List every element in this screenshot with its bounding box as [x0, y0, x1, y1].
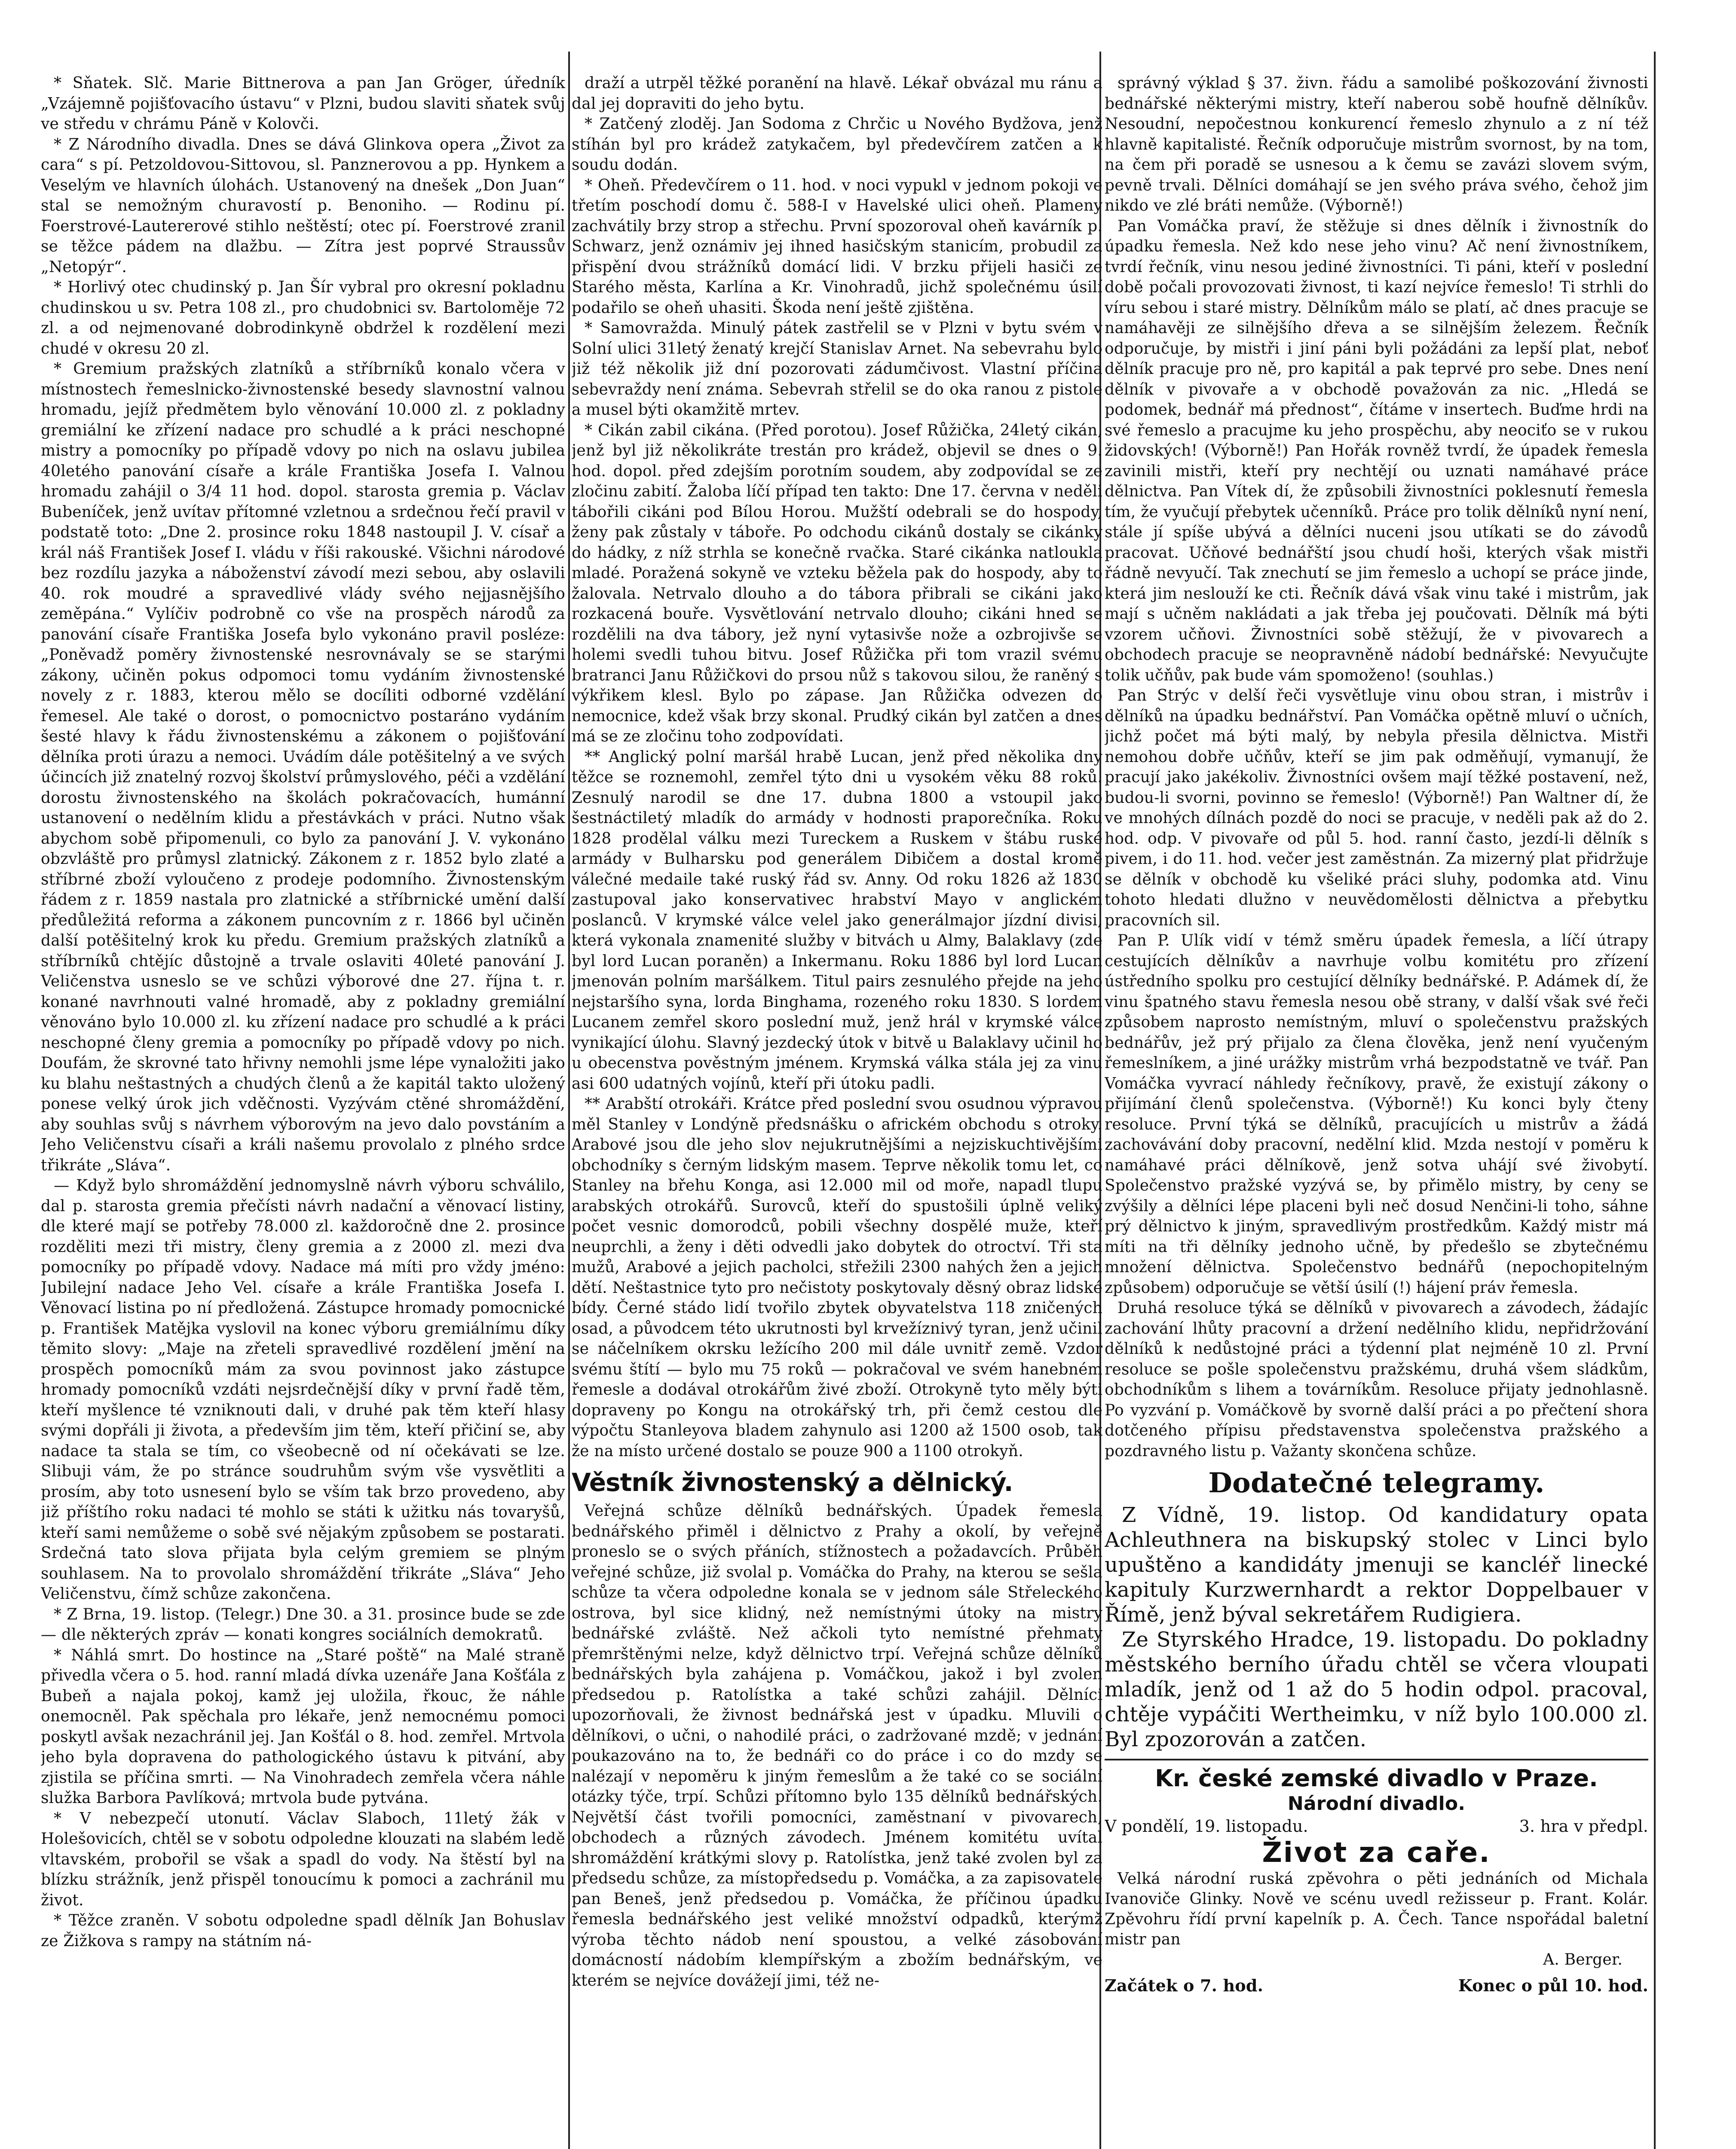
theatre-description: Velká národní ruská zpěvohra o pěti jednáních od Michala Ivanoviče Glinky. Nově ve scénu uvedl režisseur p. Frant. Kolár. Zpěvohru řídí první kapelník p. A. Čech. Tance nspořádal baletní mistr pan [1105, 1870, 1648, 1948]
telegrams-heading: Dodatečné telegramy. [1208, 1467, 1545, 1499]
article-cikan: * Cikán zabil cikána. (Před porotou). Josef Růžička, 24letý cikán, jenž byl již několikráte trestán pro krádež, objevil se dnes o 9. hod. dopol. před zdejším porotním soudem, aby zodpovídal se ze zločinu zabití. Žaloba líčí případ ten takto: Dne 17. června v neděli tábořili cikáni pod Bílou Horou. Mužští odebrali se do hospody, ženy pak zůstaly v táboře. Po odchodu cikánů dostaly se cikánky do hádky, z níž strhla se konečně rvačka. Staré cikánka natloukla mladé. Poražená sokyně ve vzteku běžela pak do hospody, aby to žalovala. Netrvalo dlouho a do tábora přibrali se cikáni jako rozkacená bouře. Vysvětlování netrvalo dlouho; cikáni hned se rozdělili na dva tábory, jež nyní vytasivše nože a ozbrojivše se holemi svedli tuhou bitvu. Josef Růžička při tom vrazil svému bratranci Janu Růžičkovi do prsou nůž s takovou silou, že raněný s výkřikem klesl. Bylo po zápase. Jan Růžička odvezen do nemocnice, kdež však brzy skonal. Prudký cikán byl zatčen a dnes má se ze zločinu toho zodpovídati. [572, 421, 1102, 745]
article-snatek: * Sňatek. Slč. Marie Bittnerova a pan Jan Gröger, úředník „Vzájemně pojišťovacího ústavu“ v Plzni, budou slaviti sňatek svůj ve středu v chrámu Páně v Kolovči. [41, 74, 565, 133]
theatre-start: Začátek o 7. hod. [1105, 1975, 1264, 1995]
article-ohen: * Oheň. Předevčírem o 11. hod. v noci vypukl v jednom pokoji ve třetím poschodí domu č. 588-I v Havelské ulici oheň. Plameny zachvátily brzy strop a střechu. První spozoroval oheň kavárník p. Schwarz, jenž oznámiv jej ihned hasičským stanicím, probudil za přispění dvou strážníků domácí lidi. V brzku přijeli hasiči ze Starého města, Karlína a Kr. Vinohradů, jichž společnému úsilí podařilo se oheň uhasiti. Škoda není ještě zjištěna. [572, 176, 1102, 317]
divider [1105, 1759, 1648, 1760]
article-narodni-divadlo: * Z Národního divadla. Dnes se dává Glinkova opera „Život za cara“ s pí. Petzoldovou-Sittovou, sl. Panznerovou a pp. Hynkem a Veselým ve hlavních úlohách. Ustanovený na dnešek „Don Juan“ stal se nemožným churavostí p. Benoniho. — Rodinu pí. Foerstrové-Lautererové stihlo neštěstí; otec pí. Foerstrové zranil se těžce pádem na dlažbu. — Zítra jest poprvé Straussův „Netopýr“. [41, 135, 565, 276]
article-ulik: Pan P. Ulík vidí v témž směru úpadek řemesla, a líčí útrapy cestujících dělníkův a navrhuje volbu komitétu pro zřízení ústředního spolku pro cestující dělníky bednářské. P. Adámek dí, že vinu špatného stavu řemesla nesou obě strany, v další však své řeči způsobem naprosto nemístným, mluví o společenstvu pražských bednářův, jež prý přijalo za člena člověka, jenž není vyučeným řemeslníkem, a jiné urážky mistrům vrhá bezpodstatně ve tvář. Pan Vomáčka vyvrací náhledy řečníkovy, pravě, že existují zákony o přijímání členů společenstva. (Výborně!) Ku konci byly čteny resoluce. První týká se dělníků, pracujících u mistrův a žádá zachovávání doby pracovní, nedělní klid. Mzda nestojí v poměru k namáhavé práci dělníkově, jenž sotva uhájí své živobytí. Společenstvo pražské vyzývá se, by přimělo mistry, by ceny se zvýšily a dělníci lépe placeni byli neč dosud Nenčini-li toho, sáhne prý dělnictvo k jiným, spravedlivým prostředkům. Každý mistr má míti na tři dělníky jednoho učně, by předešlo se zbytečnému množení dělnictva. Společenstvo bednářů (nepochopitelným způsobem) odporučuje se větší úsilí (!) hájení práv řemesla. [1105, 932, 1648, 1297]
article-horlivy-otec: * Horlivý otec chudinský p. Jan Šír vybral pro okresní pokladnu chudinskou u sv. Petra 108 zl., pro chudobnici sv. Bartoloměje 72 zl. a od nejmenované dobrodinkyně obdržel k rozdělení mezi chudé v okresu 20 zl. [41, 279, 565, 358]
telegram-vienna: Z Vídně, 19. listop. Od kandidatury opata Achleuthnera na biskupský stolec v Linci bylo upuštěno a kandidáty jmenuji se kancléř linecké kapituly Kurzwernhardt a rektor Doppelbauer v Římě, jenž býval sekretářem Rudigiera. [1105, 1503, 1648, 1627]
article-continuation: draží a utrpěl těžké poranění na hlavě. Lékař obvázal mu ránu a dal jej dopraviti do jeho bytu. [572, 74, 1102, 113]
article-stryc: Pan Strýc v delší řeči vysvětluje vinu obou stran, i mistrův i dělníků na úpadku bednářství. Pan Vomáčka opětně mluví o učních, jichž počet má býti malý, by nebyla přesila dělnictva. Mistři nemohou dobře učňův, kteří se jim pak odměňují, vymanují, že pracují jako jakékoliv. Živnostníci ovšem mají těžké postavení, než, budou-li svorni, povinno se řemeslo! (Výborně!) Pan Waltner dí, že ve mnohých dílnách pozdě do noci se pracuje, v neděli pak až do 2. hod. odp. V pivovaře od půl 5. hod. ranní často, jezdí-li dělník s pivem, i do 11. hod. večer jest zaměstnán. Za mizerný plat přidržuje se dělník v obchodě ku všeliké práci sluhy, podomka atd. Vinu tohoto hledati dlužno v neuvědomělosti dělnictva a přebytku pracovních sil. [1105, 687, 1648, 929]
theatre-director: A. Berger. [1543, 1951, 1623, 1968]
article-bednari-cont: správný výklad § 37. živn. řádu a samolibé poškozování živnosti bednářské některými mistry, kteří naberou sobě houfně dělníkův. Nesoudní, nepočestnou konkurencí řemeslo zhynulo a z ní též hlavně kapitalisté. Řečník odporučuje mistrům svornost, by na tom, na čem při poradě se usnesou a k čemu se zavázi slovem svým, pevně trvali. Dělníci domáhají se jen svého práva svého, čehož jim nikdo ve zlé bráti nemůže. (Výborně!) [1105, 74, 1648, 214]
theatre-date: V pondělí, 19. listopadu. [1105, 1817, 1308, 1836]
theatre-subtitle: Národní divadlo. [1287, 1793, 1466, 1815]
telegram-graz: Ze Styrského Hradce, 19. listopadu. Do pokladny městského berního úřadu chtěl se včera vloupati mladík, jenž od 1 až do 5 hodin odpol. pracoval, chtěje vypáčiti Wertheimku, v níž bylo 100.000 zl. Byl zpozorován a zatčen. [1105, 1628, 1648, 1751]
article-druha-resoluce: Druhá resoluce týká se dělníků v pivovarech a závodech, žádajíc zachování lhůty pracovní a držení nedělního klidu, nepřidržování dělníků k nedůstojné práci a týdenní plat nejméně 10 zl. První resoluce se pošle společenstvu pražskému, druhá všem sládkům, obchodníkům s lihem a továrníkům. Resoluce přijaty jednohlasně. Po vyzvání p. Vomáčkově by svorně další práci a po přečtení shora dotčeného přípisu představenstva společenstva pražského a pozdravného listu p. Važanty skončena schůze. [1105, 1299, 1648, 1460]
column-rule [1654, 52, 1656, 2149]
theatre-date-row [1105, 1815, 1648, 1837]
column-3 [1105, 73, 1648, 2149]
column-2 [572, 73, 1102, 2149]
article-otrokari: ** Arabští otrokáři. Krátce před poslední svou osudnou výpravou měl Stanley v Londýně předsnášku o africkém obchodu s otroky. Arabové jsou dle jeho slov nejukrutnějšími a nejziskuchtivějšími obchodníky s černým lidským masem. Teprve několik tomu let, co Stanley na břehu Konga, asi 12.000 mil od moře, napadl tlupu arabských otrokářů. Surovců, kteří do spustošili úplně veliký počet vesnic domorodců, pobili všechny dospělé muže, kteří neuprchli, a ženy i děti odvedli jako dobytek do otroctví. Tři sta mužů, Arabové a jejich pacholci, střežili 2300 nahých žen a jejich dětí. Neštastnice tyto pro nečistoty poskytovaly děsný obraz lidské bídy. Černé stádo lidí tvořilo zbytek obyvatelstva 118 zničených osad, a původcem této ukrutnosti byl krvežíznivý tyran, jenž učinil se náčelníkem okrsku ležícího 200 mil dále uvnitř země. Vzdor svému štítí — bylo mu 75 roků — pokračoval ve svém hanebném řemesle a dodával otrokářům živé zboží. Otrokyně tyto měly býti dopraveny po Kongu na otrokářský trh, při čemž cestou dle výpočtu Stanleyova bladem zahynulo asi 1200 až 1500 osob, tak že na místo určené dostalo se pouze 900 a 1100 otrokyň. [572, 1095, 1102, 1460]
article-zatceny-zlodej: * Zatčený zloděj. Jan Sodoma z Chrčic u Nového Bydžova, jenž stíhán byl pro krádež zatykačem, byl předevčírem zatčen a k soudu dodán. [572, 115, 1102, 174]
article-gremium-cont: — Když bylo shromáždění jednomyslně návrh výboru schválilo, dal p. starosta gremia přečísti návrh nadační a věnovací listiny, dle které mají se potřeby 78.000 zl. každoročně dne 2. prosince rozděliti mezi tři mistry, členy gremia a z 2000 zl. mezi dva pomocníky po případě vdovy. Nadace má míti pro vždy jméno: Jubilejní nadace Jeho Vel. císaře a krále Františka Josefa I. Věnovací listina po ní předložená. Zástupce hromady pomocnické p. František Matějka vyslovil na konec výboru gremiálnímu díky těmito slovy: „Maje na zřeteli spravedlivé rozdělení jmění na prospěch pomocníků mám za svou povinnost jako zástupce hromady pomocníků vzdáti nejsrdečnější díky v první řadě těm, kteří myšlence té vzniknouti dali, v druhé pak těm kteří hlasy svými dopřáli ji života, a především jim těm, kteří přičiní se, aby nadace ta stala se tím, co všeobecně od ní očekávati se lze. Slibuji vám, že po stránce soudruhům svým vše vysvětliti a prosím, aby toto usnesení bylo se vším tak brzo provedeno, aby již příštího roku nadaci té mohlo se státi k užitku nás tovaryšů, kteří sami nemůžeme o sobě své nějakým způsobem se postarati. Srdečná tato slova přijata byla celým gremiem se plným souhlasem. Na to provolalo shromáždění třikráte „Sláva“ Jeho Veličenstvu, čímž schůze zakončena. [41, 1177, 565, 1603]
theatre-name: Kr. české zemské divadlo v Praze. [1155, 1765, 1598, 1792]
theatre-play-title: Život za caře. [1262, 1837, 1491, 1869]
article-utonuti: * V nebezpečí utonutí. Václav Slaboch, 11letý žák v Holešovicích, chtěl se v sobotu odpoledne klouzati na slabém ledě vltavském, probořil se však a spadl do vody. Na štěstí byl na blízku strážník, jenž přispěl tonoucímu k pomoci a zachránil mu život. [41, 1809, 565, 1909]
theatre-times [1105, 1975, 1648, 1996]
theatre-subscription: 3. hra v předpl. [1519, 1817, 1648, 1836]
article-schuze-bednaru: Veřejná schůze dělníků bednářských. Úpadek řemesla bednářského přiměl i dělnictvo z Prahy a okolí, by veřejně proneslo se o svých přáních, stížnostech a požadavcích. Průběh veřejné schůze, již svolal p. Vomáčka do Prahy, na kterou se sešla schůze ta včera odpoledne konala se v jednom sále Střeleckého ostrova, byl sice klidný, než nemístnými útoky na mistry bednářské zvláště. Než ačkoli tyto nemístné přehmaty přemrštěnými nelze, když dělnictvo trpí. Veřejná schůze dělníků bednářských byla zahájena p. Vomáčkou, jakož i byl zvolen předsedou p. Ratolístka a také schůzi zahájil. Dělníci upozorňovali, že živnost bednářská jest v úpadku. Mluvili o dělníkovi, o učni, o nahodilé práci, o zadržované mzdě; v jednání poukazováno na to, že bednáři co do práce i co do mzdy se nalézají v nepoměru k jiným řemeslům a že také co se sociální otázky týče, trpí. Schůzi přítomno bylo 135 dělníků bednářských. Největší část tvořili pomocníci, zaměstnaní v pivovarech, obchodech a různých závodech. Jménem komitétu uvítal shromáždění krátkými slovy p. Ratolístka, jenž také zvolen byl za předsedu schůze, za místopředsedu p. Vomáčka, a za zapisovatele pan Beneš, jenž předsedou p. Vomáčka, že příčinou úpadku řemesla bednářského jest veliké množství odpadků, kterýmž výroba těchto nádob není spoustou, a velké zásobování domácností nádobím klempířským a zbožím bednářským, ve kterém se nejvíce dovážejí jimi, též ne- [572, 1502, 1102, 1990]
article-tezce-zranen: * Těžce zraněn. V sobotu odpoledne spadl dělník Jan Bohuslav ze Žižkova s rampy na státním ná- [41, 1912, 565, 1950]
column-rule [568, 52, 570, 2149]
article-samovrazda: * Samovražda. Minulý pátek zastřelil se v Plzni v bytu svém v Solní ulici 31letý ženatý krejčí Stanislav Arnet. Na sebevrahu bylo již též několik již dní pozorovati zádumčivost. Vlastní příčina sebevraždy není známa. Sebevrah střelil se do oka ranou z pistole a musel býti okamžitě mrtev. [572, 319, 1102, 419]
article-gremium: * Gremium pražských zlatníků a stříbrníků konalo včera v místnostech řemeslnicko-živnostenské besedy slavnostní valnou hromadu, jejíž předmětem bylo věnování 10.000 zl. z pokladny gremiální ke zřízení nadace pro schudlé a k práci neschopné mistry a pomocníky po případě vdovy po nich na oslavu jubilea 40letého panování císaře a krále Františka Josefa I. Valnou hromadu zahájil o 3/4 11 hod. dopol. starosta gremia p. Václav Bubeníček, jenž uvítav přítomné vzletnou a srdečnou řečí pravil v podstatě toto: „Dne 2. prosince roku 1848 nastoupil J. V. císař a král náš František Josef I. vládu v říši rakouské. Všichni národové bez rozdílu jazyka a náboženství závodí mezi sebou, aby oslavili 40. rok moudré a spravedlivé vlády svého nejjasnějšího zeměpána.“ Vylíčiv podrobně co vše na prospěch národů za panování císaře Františka Josefa bylo vykonáno pravil posléze: „Poněvadž poměry živnostenské nesrovnávaly se se starými zákony, učiněn pokus odpomoci tomu vydáním živnostenské novely z r. 1883, kterou mělo se docíliti odborné vzdělání řemesel. Ale také o dorost, o pomocnictvo postaráno vydáním šesté hlavy k řádu živnostenskému a zákonem o pojišťování dělníka proti úrazu a nemoci. Uvádím dále potěšitelný a ve svých účincích již znatelný rozvoj školství průmyslového, péči a vzdělání dorostu živnostenského na školách pokračovacích, humánní ustanovení o nedělním klidu a přestávkách v práci. Nutno však abychom sobě připomenuli, co bylo za panování J. V. vykonáno obzvláště pro průmysl zlatnický. Zákonem z r. 1852 bylo zlaté a stříbrné zboží vyloučeno z prodeje podomního. Živnostenským řádem z r. 1859 nastala pro zlatnické a stříbrnické umění další předůležitá reforma a zákonem puncovním z r. 1866 byl učiněn další potěšitelný krok ku předu. Gremium pražských zlatníků a stříbrníků chtějíc důstojně a trvale oslaviti 40leté panování J. Veličenstva usneslo se ve schůzi výborové dne 27. října t. r. konané navrhnouti valné hromadě, aby z pokladny gremiální věnováno bylo 10.000 zl. ku zřízení nadace pro schudlé a k práci neschopné členy gremia a pomocníky po případě vdovy po nich. Doufám, že skrovné tato hřivny nemohli jsme lépe vynaložiti jako ku blahu neštastných a chudých členů a že kapitál takto uložený ponese velký úrok jich vděčnosti. Vyzývám ctěné shromáždění, aby souhlas svůj s návrhem výborovým na jevo dalo povstáním a Jeho Veličenstvu císaři a králi našemu provolalo z plného srdce třikráte „Sláva“. [41, 360, 565, 1174]
article-vomacka: Pan Vomáčka praví, že stěžuje si dnes dělník i živnostník do úpadku řemesla. Než kdo nese jeho vinu? Ač není živnostníkem, tvrdí řečník, vinu nesou jediné živnostníci. Ti páni, kteří v poslední době počali provozovati živnost, ti kazí nejvíce řemeslo! Ti strhli do víru sebou i staré mistry. Dělníkům málo se platí, ač dnes pracuje se namáhavěji ze silnějšího dřeva a se silnějším železem. Řečník odporučuje, by mistři i jiní páni byli požádáni za lepší plat, neboť dělník pracuje pro ně, pro kapitál a pak teprvé pro sebe. Dnes není dělník v pivovaře a v obchodě považován za nic. „Hledá se podomek, bednář má přednost“, čítáme v insertech. Buďme hrdi na své řemeslo a pracujme ku jeho prospěchu, aby neociťo se v rukou židovských! (Výborně!) Pan Hořák rovněž tvrdí, že úpadek řemesla zavinili mistři, kteří pry nechtějí ou uznati namáhavé práce dělnictva. Pan Vítek dí, že způsobili živnostníci poklesnutí řemesla tím, že vyučují přebytek učenníků. Práce pro tolik dělníků nyní není, stále jí spíše ubývá a dělníci nuceni jsou utíkati se do závodů pracovat. Učňové bednářští jsou chudí hoši, kterých však mistři řádně nevyučí. Tak znechutí se jim řemeslo a uchopí se práce jinde, která jim neslouží ke cti. Řečník dává však vinu také i mistrům, jak mají s učněm nakládati a jak třeba jej poučovati. Dělník má býti vzorem učňovi. Živnostníci sobě stěžují, že v pivovarech a obchodech pracuje se neopravněně nádobí bednářské: Nevyučujte tolik učňův, pak bude vám spomoženo! (souhlas.) [1105, 217, 1648, 684]
section-heading: Věstník živnostenský a dělnický. [572, 1468, 1013, 1497]
article-z-brna: * Z Brna, 19. listop. (Telegr.) Dne 30. a 31. prosince bude se zde — dle některých zpráv — konati kongres sociálních demokratů. [41, 1605, 565, 1644]
article-lucan: ** Anglický polní maršál hrabě Lucan, jenž před několika dny těžce se roznemohl, zemřel týto dni u vysokém věku 88 roků. Zesnulý narodil se dne 17. dubna 1800 a vstoupil jako šestnáctiletý mladík do armády v hodnosti praporečníka. Roku 1828 prodělal válku mezi Tureckem a Ruskem v štábu ruské armády v Bulharsku pod generálem Dibičem a dostal kromě válečné medaile také ruský řád sv. Anny. Od roku 1826 až 1830 zastupoval jako konservativec hrabství Mayo v anglickém poslanců. V krymské válce velel jako generálmajor jízdní divisi, která vykonala znamenité služby v bitvách u Almy, Balaklavy (zde byl lord Lucan poraněn) a Inkermanu. Roku 1886 byl lord Lucan jmenován polním maršálkem. Titul pairs zesnulého přejde na jeho nejstaršího syna, lorda Binghama, rozeného roku 1830. S lordem Lucanem zemřel skoro poslední muž, jenž hrál v krymské válce vynikající úlohu. Slavný jezdecký útok v bitvě u Balaklavy učinil ho u obecenstva pověstným jménem. Krymská válka stála jej za vinu asi 600 udatných vojínů, kteří při útoku padli. [572, 748, 1102, 1093]
column-1 [41, 73, 565, 2149]
article-nahla-smrt: * Náhlá smrt. Do hostince na „Staré poště“ na Malé straně přivedla včera o 5. hod. ranní mladá dívka uzenáře Jana Košťála z Bubeň a najala pokoj, kamž jej uložila, řkouc, že náhle onemocněl. Pak spěchala pro lékaře, jenž nemocnému pomoci poskytl avšak nezachránil jej. Jan Košťál o 8. hod. zemřel. Mrtvola jeho byla dopravena do pathologického ústavu k pitvání, aby zjistila se příčina smrti. — Na Vinohradech zemřela včera náhle služka Barbora Pavlíková; mrtvola bude pytvána. [41, 1646, 565, 1807]
theatre-end: Konec o půl 10. hod. [1458, 1975, 1648, 1995]
